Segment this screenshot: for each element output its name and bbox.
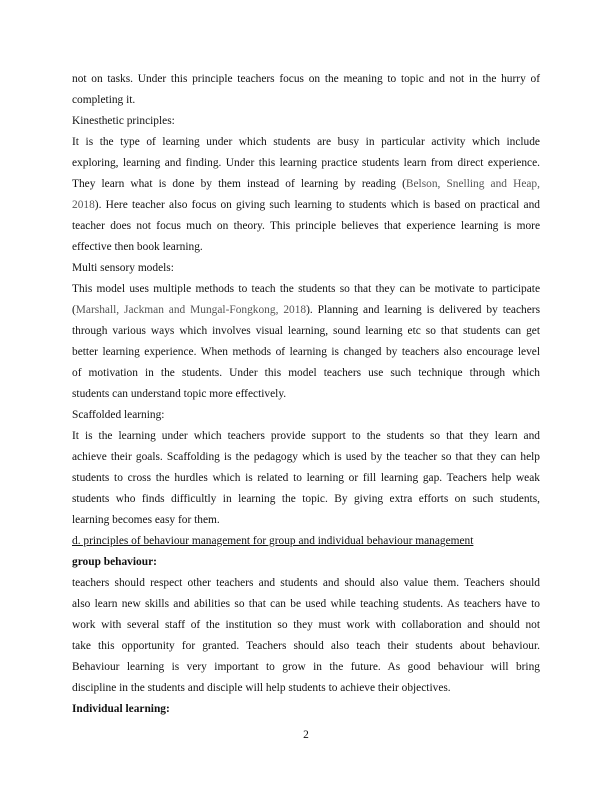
section-heading: Multi sensory models: <box>72 262 174 274</box>
paragraph-line: students who finds difficultly in learning the topic. By giving extra efforts on such students, <box>72 493 540 505</box>
paragraph-line: It is the learning under which teachers provide support to the students so that they learn and <box>72 430 540 442</box>
paragraph-line: take this opportunity for granted. Teachers should also teach their students about behaviour. <box>72 640 540 652</box>
text-run: ). Planning and learning is delivered by teachers <box>306 304 541 316</box>
paragraph-line: students can understand topic more effectively. <box>72 388 287 400</box>
paragraph-line: It is the type of learning under which students are busy in particular activity which include <box>72 136 540 148</box>
paragraph-line: learning becomes easy for them. <box>72 514 220 526</box>
paragraph-line: completing it. <box>72 94 136 106</box>
paragraph-line <box>72 198 540 212</box>
citation-year: 2018 <box>72 199 95 211</box>
section-heading: Kinesthetic principles: <box>72 115 175 127</box>
paragraph-line: also learn new skills and abilities so that can be used while teaching students. As teachers have to <box>72 598 540 610</box>
paragraph-line: teacher does not focus much on theory. This principle believes that experience learning is more <box>72 220 540 232</box>
text-run: ). Here teacher also focus on giving such learning to students which is based on practical and <box>94 199 540 211</box>
paragraph-line: teachers should respect other teachers and students and should also value them. Teachers should <box>72 577 540 589</box>
section-heading: Scaffolded learning: <box>72 409 165 421</box>
paragraph-line <box>72 177 540 191</box>
paragraph-line: This model uses multiple methods to teach the students so that they can be motivate to participate <box>72 283 540 295</box>
paragraph-line <box>72 303 540 317</box>
text-run: ( <box>72 304 76 316</box>
paragraph-line: achieve their goals. Scaffolding is the pedagogy which is used by the teacher so that they can help <box>72 451 540 463</box>
bold-heading: Individual learning: <box>72 703 170 715</box>
paragraph-line: through various ways which involves visual learning, sound learning etc so that students can get <box>72 325 540 337</box>
citation: Belson, Snelling and Heap, <box>405 178 540 190</box>
paragraph-line: of motivation in the students. Under this model teachers use such technique through which <box>72 367 540 379</box>
bold-heading: group behaviour: <box>72 556 157 568</box>
paragraph-line: work with several staff of the institution so they must work with collaboration and should not <box>72 619 540 631</box>
page-number: 2 <box>303 729 309 741</box>
subsection-heading: d. principles of behaviour management for group and individual behaviour management <box>72 535 474 547</box>
paragraph-line: better learning experience. When methods of learning is changed by teachers also encourage level <box>72 346 540 358</box>
paragraph-line: exploring, learning and finding. Under this learning practice students learn from direct experience. <box>72 157 540 169</box>
paragraph-line: Behaviour learning is very important to grow in the future. As good behaviour will bring <box>72 661 540 673</box>
paragraph-line: not on tasks. Under this principle teachers focus on the meaning to topic and not in the hurry of <box>72 73 540 85</box>
text-run: They learn what is done by them instead of learning by reading ( <box>72 178 406 190</box>
paragraph-line: effective then book learning. <box>72 241 203 253</box>
paragraph-line: discipline in the students and disciple will help students to achieve their objectives. <box>72 682 451 694</box>
citation: Marshall, Jackman and Mungal-Fongkong, 2018 <box>75 304 307 316</box>
paragraph-line: students to cross the hurdles which is related to learning or fill learning gap. Teachers help weak <box>72 472 540 484</box>
